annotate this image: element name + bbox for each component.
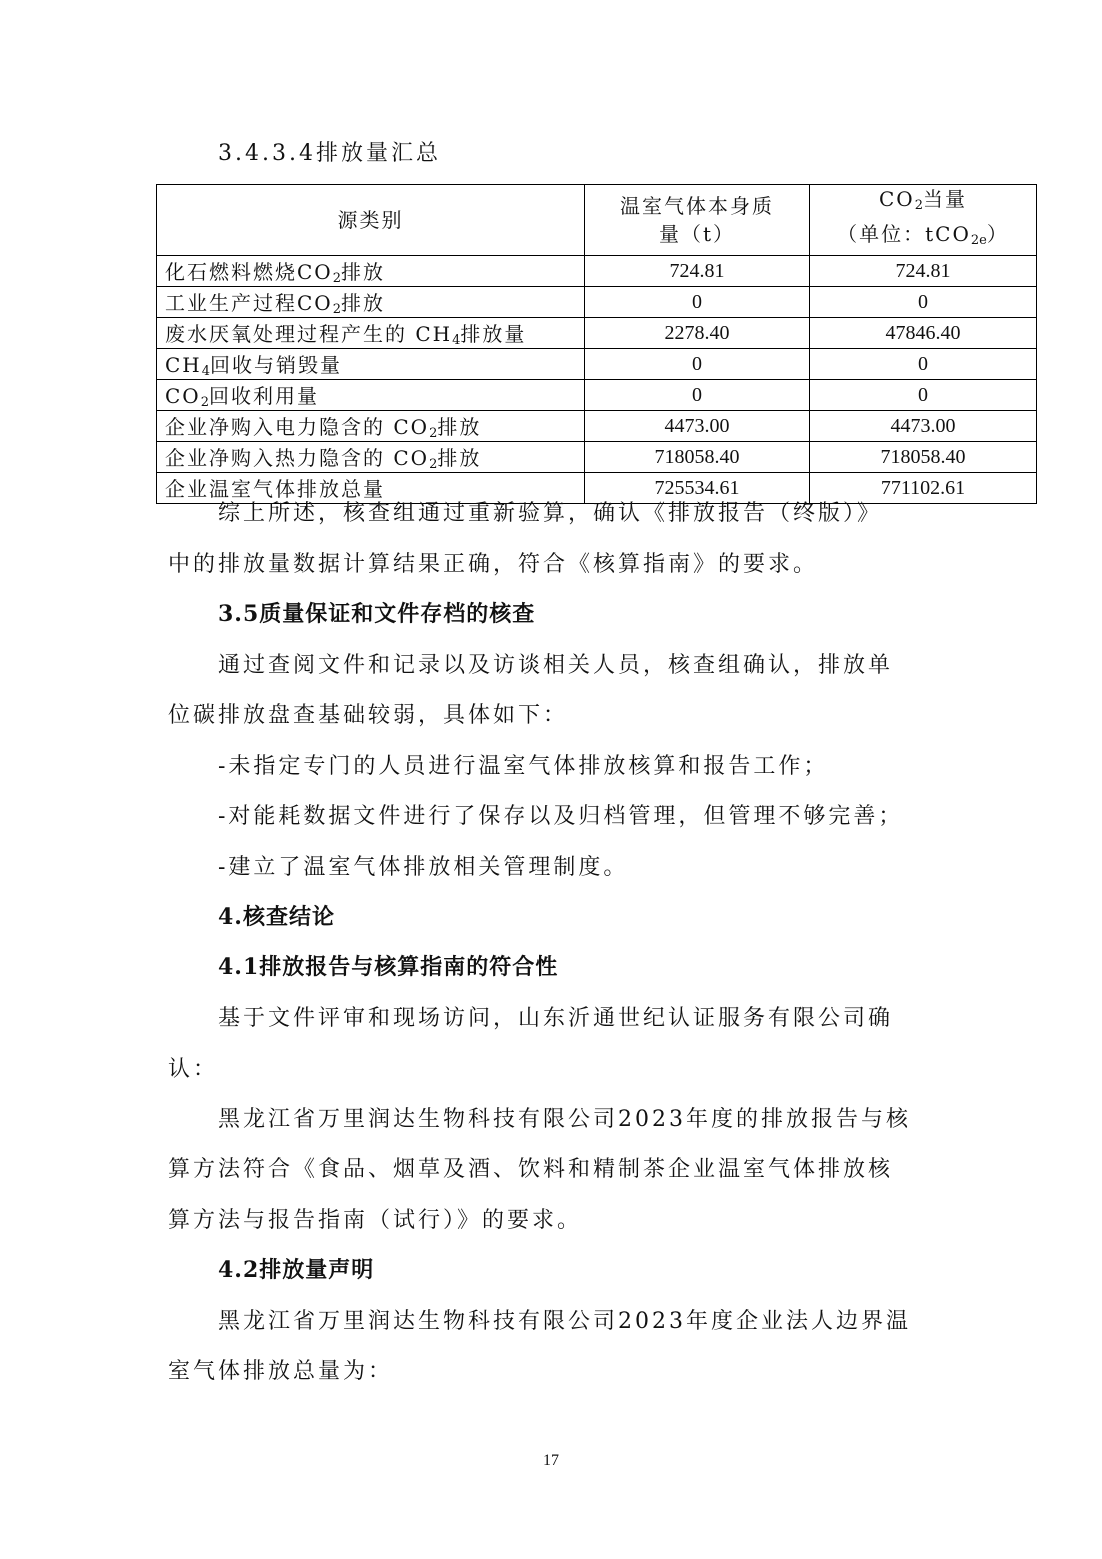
- heading-4-1: 4.1排放报告与核算指南的符合性: [218, 954, 559, 980]
- mass-cell: 2278.40: [585, 318, 810, 349]
- header-co2e-line2: （单位：tCO$_{2e}$）: [837, 222, 1009, 248]
- source-cell: 工业生产过程$CO_2$排放: [157, 287, 585, 318]
- conformity-paragraph-line2: 认：: [168, 1057, 219, 1082]
- qa-bullet-3: -建立了温室气体排放相关管理制度。: [218, 855, 629, 880]
- co2e-cell: 47846.40: [810, 318, 1037, 349]
- header-co2e-line1: $CO_2$当量: [879, 187, 967, 213]
- summary-paragraph-line2: 中的排放量数据计算结果正确，符合《核算指南》的要求。: [168, 552, 819, 577]
- table-row: [157, 287, 1037, 318]
- declaration-paragraph-line2: 室气体排放总量为：: [168, 1359, 394, 1384]
- table-header-row: [157, 185, 1037, 256]
- header-ghg-mass-line1: 温室气体本身质: [620, 194, 774, 218]
- table-row: [157, 411, 1037, 442]
- source-cell: 化石燃料燃烧$CO_2$排放: [157, 256, 585, 287]
- mass-cell: 4473.00: [585, 411, 810, 442]
- summary-paragraph-line1: 综上所述，核查组通过重新验算，确认《排放报告（终版）》: [218, 501, 883, 526]
- page-number: 17: [543, 1452, 559, 1469]
- conclusion-paragraph-line2: 算方法符合《食品、烟草及酒、饮料和精制茶企业温室气体排放核: [168, 1157, 894, 1182]
- source-cell: $CH_4$回收与销毁量: [157, 349, 585, 380]
- co2e-cell: 771102.61: [810, 473, 1037, 504]
- mass-cell: 0: [585, 349, 810, 380]
- qa-paragraph-line2: 位碳排放盘查基础较弱，具体如下：: [168, 703, 569, 728]
- heading-4: 4.核查结论: [218, 904, 335, 930]
- mass-cell: 0: [585, 380, 810, 411]
- source-cell: 企业净购入热力隐含的 $CO_2$排放: [157, 442, 585, 473]
- mass-cell: 724.81: [585, 256, 810, 287]
- source-cell: 企业净购入电力隐含的 $CO_2$排放: [157, 411, 585, 442]
- table-row: [157, 318, 1037, 349]
- co2e-cell: 0: [810, 349, 1037, 380]
- heading-3-5: 3.5质量保证和文件存档的核查: [218, 601, 536, 627]
- header-ghg-mass: [585, 185, 810, 256]
- qa-bullet-2: -对能耗数据文件进行了保存以及归档管理，但管理不够完善；: [218, 804, 904, 829]
- mass-cell: 0: [585, 287, 810, 318]
- co2e-cell: 724.81: [810, 256, 1037, 287]
- qa-bullet-1: -未指定专门的人员进行温室气体排放核算和报告工作；: [218, 754, 829, 779]
- header-co2-equivalent: [810, 185, 1037, 256]
- source-cell: 企业温室气体排放总量: [157, 473, 585, 504]
- conformity-paragraph-line1: 基于文件评审和现场访问，山东沂通世纪认证服务有限公司确: [218, 1006, 894, 1031]
- conclusion-paragraph-line1: 黑龙江省万里润达生物科技有限公司2023年度的排放报告与核: [218, 1107, 911, 1132]
- emissions-summary-table: [156, 184, 1037, 504]
- table-row: [157, 349, 1037, 380]
- co2e-cell: 0: [810, 380, 1037, 411]
- header-ghg-mass-line2: 量（t）: [658, 222, 736, 246]
- table-row: [157, 442, 1037, 473]
- mass-cell: 725534.61: [585, 473, 810, 504]
- source-cell: $CO_2$回收利用量: [157, 380, 585, 411]
- header-source-category: 源类别: [157, 185, 585, 256]
- declaration-paragraph-line1: 黑龙江省万里润达生物科技有限公司2023年度企业法人边界温: [218, 1309, 911, 1334]
- heading-4-2: 4.2排放量声明: [218, 1257, 375, 1283]
- table-row: [157, 380, 1037, 411]
- co2e-cell: 0: [810, 287, 1037, 318]
- mass-cell: 718058.40: [585, 442, 810, 473]
- source-cell: 废水厌氧处理过程产生的 $CH_4$排放量: [157, 318, 585, 349]
- table-row: [157, 256, 1037, 287]
- section-title: 3.4.3.4排放量汇总: [218, 141, 441, 166]
- conclusion-paragraph-line3: 算方法与报告指南（试行）》的要求。: [168, 1208, 583, 1233]
- co2e-cell: 4473.00: [810, 411, 1037, 442]
- qa-paragraph-line1: 通过查阅文件和记录以及访谈相关人员，核查组确认，排放单: [218, 653, 894, 678]
- co2e-cell: 718058.40: [810, 442, 1037, 473]
